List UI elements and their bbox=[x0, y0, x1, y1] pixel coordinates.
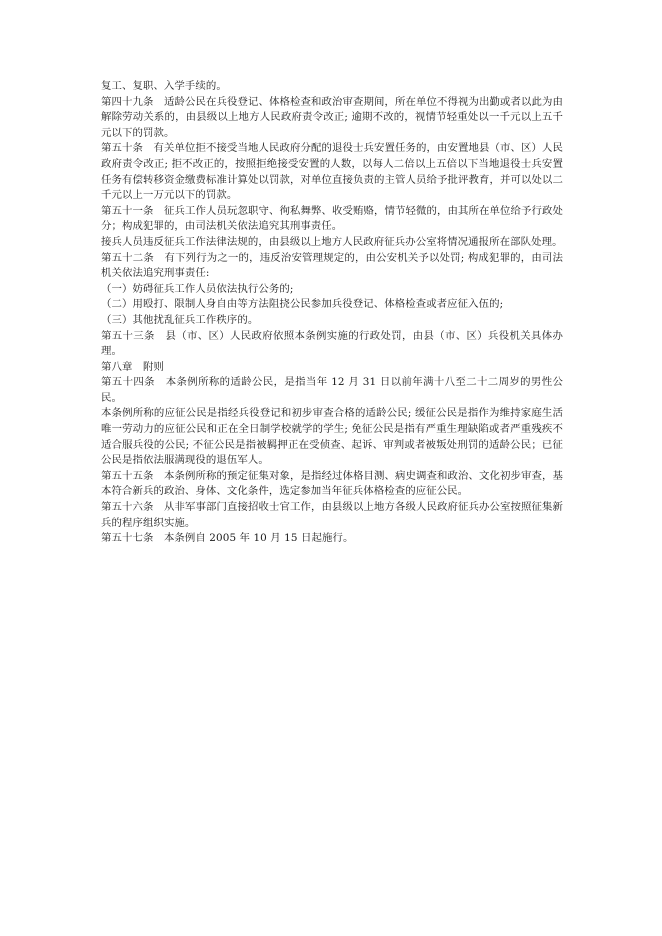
article-52-item-1: （一）妨碍征兵工作人员依法执行公务的; bbox=[101, 282, 294, 295]
article-49: 第四十九条 适龄公民在兵役登记、体格检查和政治审查期间，所在单位不得视为出勤或者以此为由解除劳动关系的，由县级以上地方人民政府责令改正; 逾期不改的，视情节轻重处以一千元以上五千元以下的罚款。 bbox=[101, 95, 563, 139]
article-51: 第五十一条 征兵工作人员玩忽职守、徇私舞弊、收受贿赂，情节轻微的，由其所在单位给予行政处分；构成犯罪的，由司法机关依法追究其刑事责任。 bbox=[101, 204, 563, 233]
article-52-item-2: （二）用殴打、限制人身自由等方法阻挠公民参加兵役登记、体格检查或者应征入伍的; bbox=[101, 298, 504, 311]
article-51-paragraph-2: 接兵人员违反征兵工作法律法规的，由县级以上地方人民政府征兵办公室将情况通报所在部队处理。 bbox=[101, 235, 563, 248]
article-54-paragraph-2: 本条例所称的应征公民是指经兵役登记和初步审查合格的适龄公民; 缓征公民是指作为维持家庭生活唯一劳动力的应征公民和正在全日制学校就学的学生; 免征公民是指有严重生理缺陷或者严重残疾不适合服兵役的公民; 不征公民是指被羁押正在受侦查、起诉、审判或者被叛处刑罚的适龄公民；已征公民是指依法服满现役的退伍军人。 bbox=[101, 407, 563, 467]
document-body bbox=[101, 79, 563, 547]
chapter-8-heading: 第八章 附则 bbox=[101, 360, 164, 373]
paragraph-continuation: 复工、复职、入学手续的。 bbox=[101, 80, 227, 92]
article-52-item-3: （三）其他扰乱征兵工作秩序的。 bbox=[101, 313, 259, 326]
article-50: 第五十条 有关单位拒不接受当地人民政府分配的退役士兵安置任务的，由安置地县（市、区）人民政府责令改正; 拒不改正的，按照拒绝接受安置的人数，以每人二倍以上五倍以下当地退役士兵安置任务有偿转移资金缴费标准计算处以罚款，对单位直接负责的主管人员给予批评教育，并可以处以二千元以上一万元以下的罚款。 bbox=[101, 142, 563, 202]
article-57: 第五十七条 本条例自 2005 年 10 月 15 日起施行。 bbox=[101, 532, 354, 545]
article-52: 第五十二条 有下列行为之一的，违反治安管理规定的，由公安机关予以处罚; 构成犯罪的，由司法机关依法追究刑事责任: bbox=[101, 251, 563, 280]
article-56: 第五十六条 从非军事部门直接招收士官工作，由县级以上地方各级人民政府征兵办公室按照征集新兵的程序组织实施。 bbox=[101, 501, 563, 529]
article-55: 第五十五条 本条例所称的预定征集对象，是指经过体格目测、病史调查和政治、文化初步审查，基本符合新兵的政治、身体、文化条件，选定参加当年征兵体格检查的应征公民。 bbox=[101, 469, 563, 498]
article-53: 第五十三条 县（市、区）人民政府依照本条例实施的行政处罚，由县（市、区）兵役机关具体办理。 bbox=[101, 329, 563, 358]
article-54: 第五十四条 本条例所称的适龄公民，是指当年 12 月 31 日以前年满十八至二十二周岁的男性公民。 bbox=[101, 376, 563, 404]
